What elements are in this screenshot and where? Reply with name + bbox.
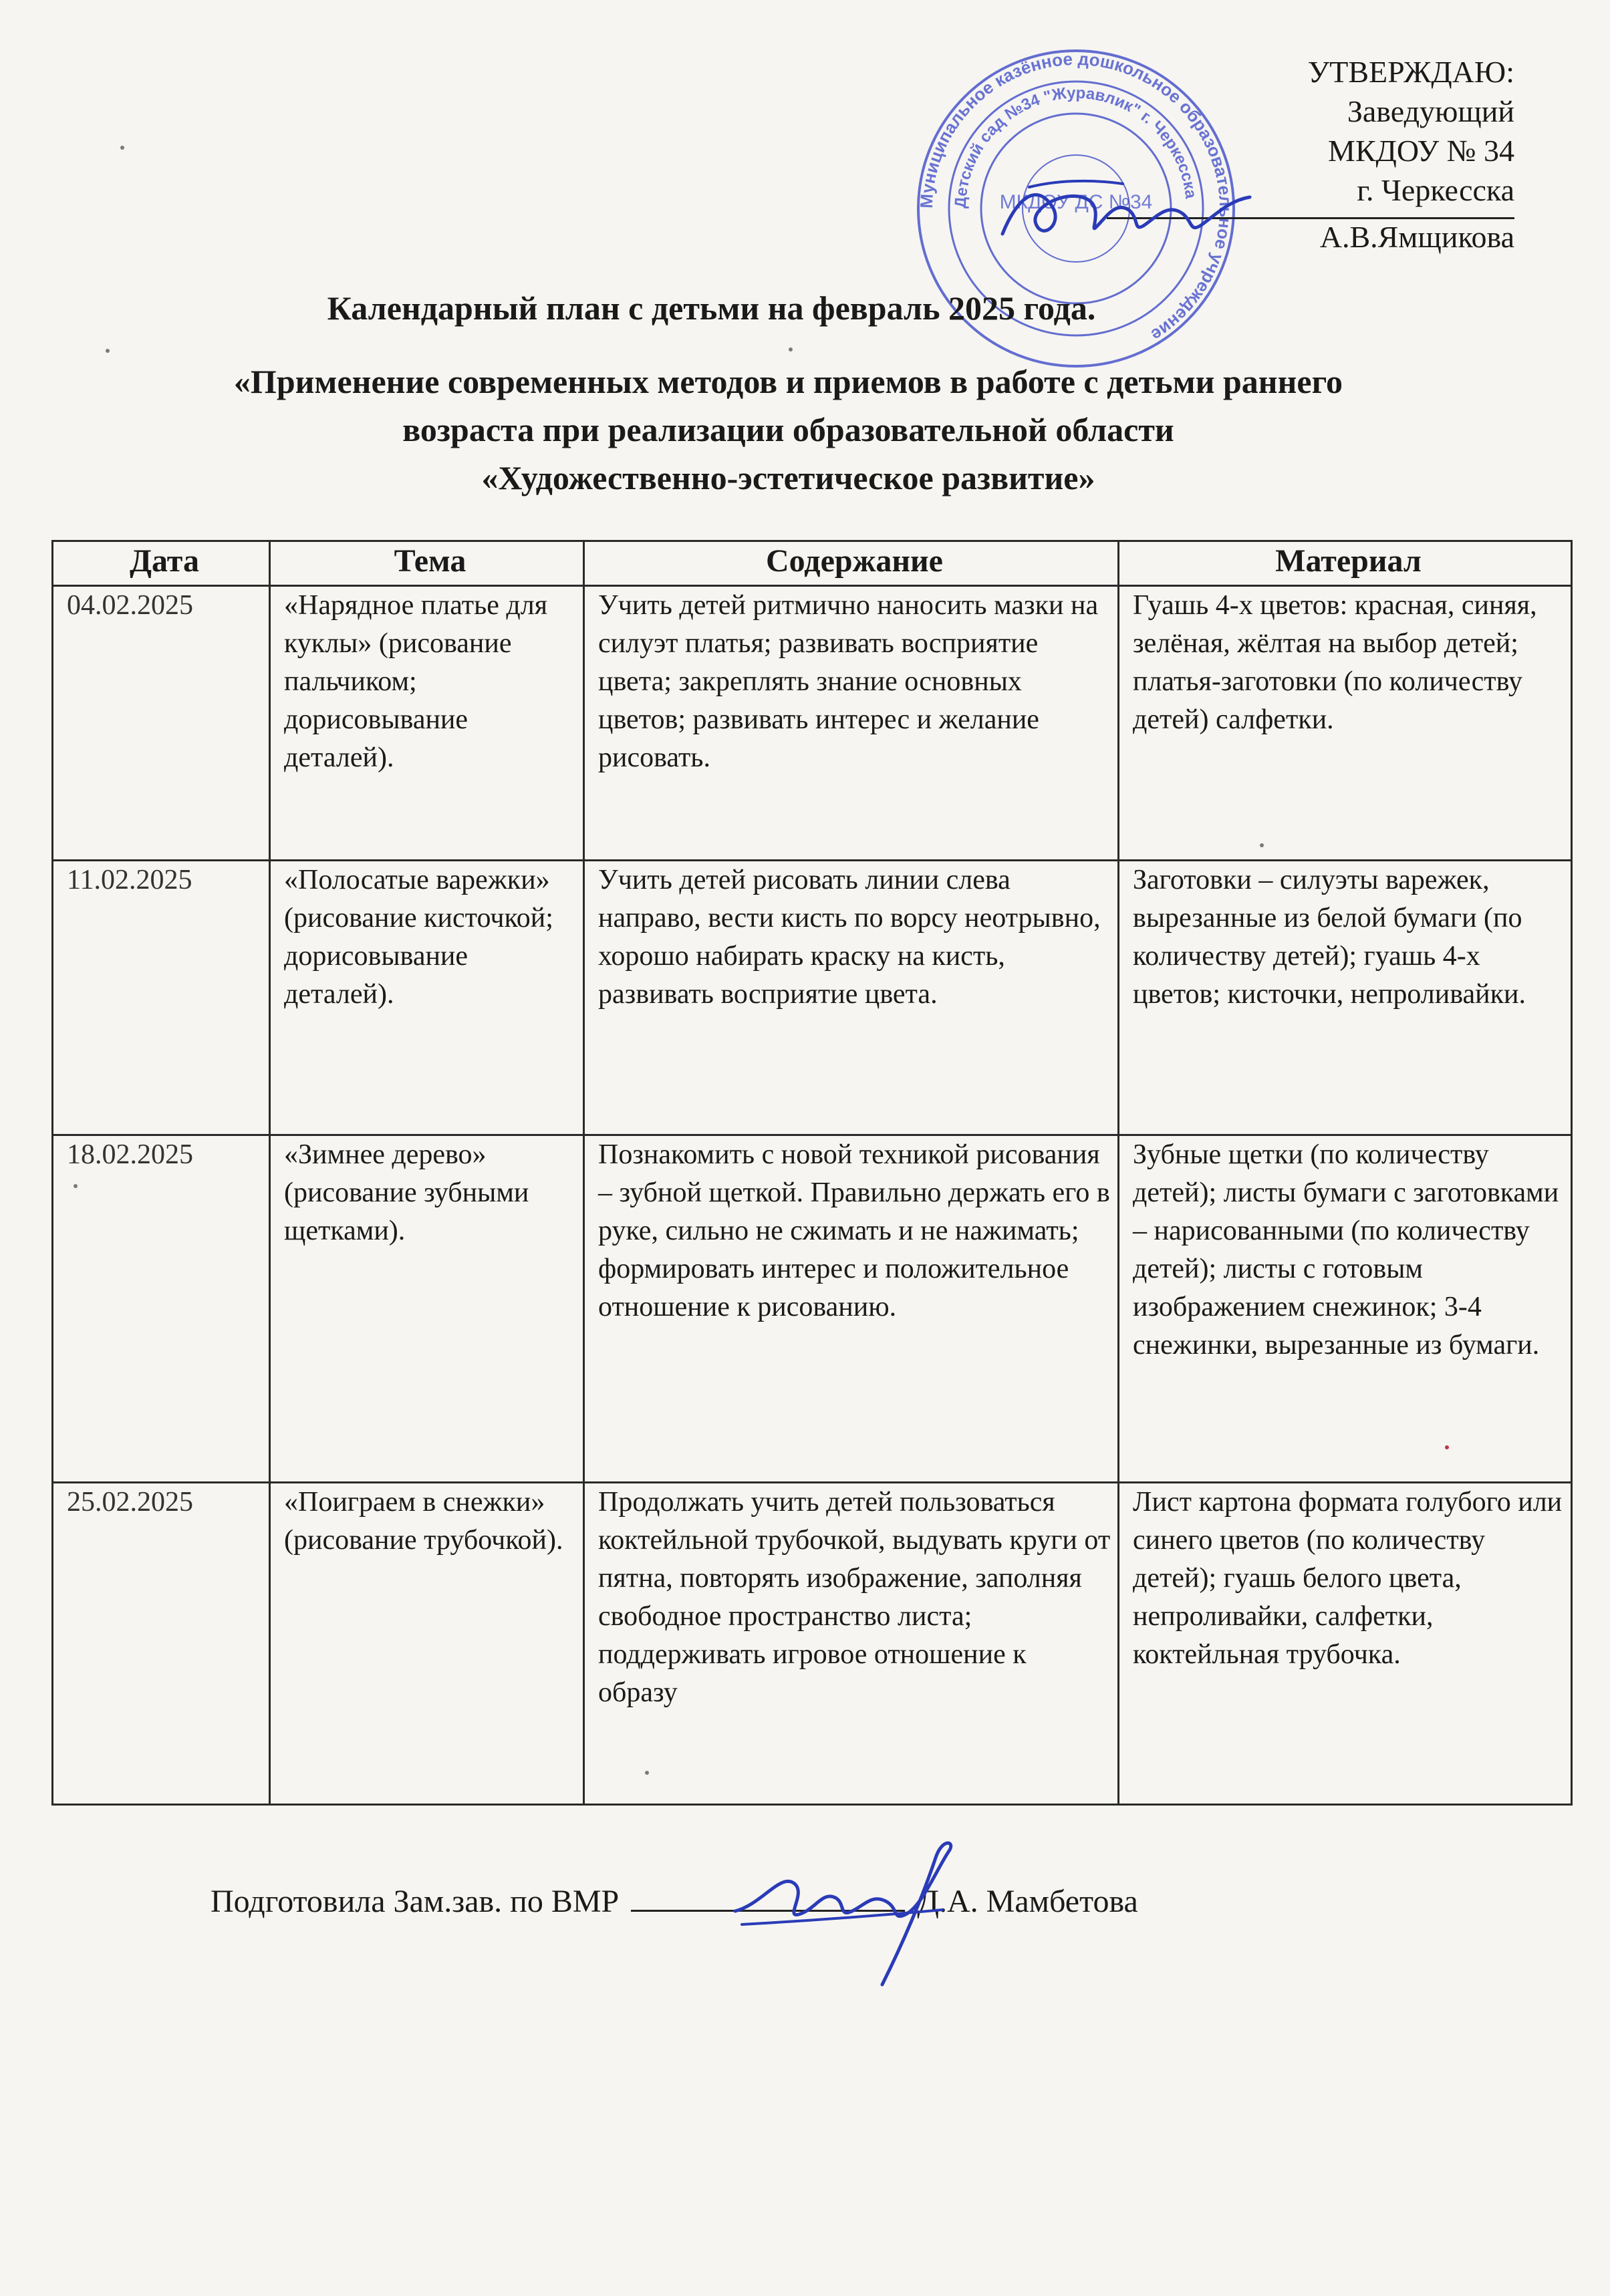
approval-heading: УТВЕРЖДАЮ:	[1307, 55, 1514, 89]
scan-speck	[120, 146, 124, 150]
stamp-center-text: МКДОУ ДС №34	[999, 191, 1153, 213]
stamp-middle-text: Детский сад №34 "Журавлик" г. Черкесска	[951, 84, 1200, 209]
scan-speck	[74, 1184, 78, 1188]
approval-signer-name: А.В.Ямщикова	[1319, 220, 1514, 254]
cell-material: Зубные щетки (по количеству детей); листы бумаги с заготовками – нарисованными (по количеству детей); листы с готовым изображением снежинок; 3-4 снежинки, вырезанные из бумаги.	[1119, 1135, 1572, 1483]
approval-position: Заведующий	[1347, 94, 1514, 128]
director-signature	[989, 160, 1270, 261]
cell-content: Познакомить с новой техникой рисования – зубной щеткой. Правильно держать его в руке, сильно не сжимать и не нажимать; формировать интерес и положительное отношение к рисованию.	[584, 1135, 1119, 1483]
header-content: Содержание	[584, 541, 1119, 586]
approval-institution: МКДОУ № 34	[1327, 134, 1514, 168]
header-theme: Тема	[270, 541, 584, 586]
scan-speck	[645, 1771, 649, 1775]
cell-material: Лист картона формата голубого или синего цветов (по количеству детей); гуашь белого цвета, непроливайки, салфетки, коктейльная трубочка.	[1119, 1483, 1572, 1805]
cell-material: Гуашь 4-х цветов: красная, синяя, зелёная, жёлтая на выбор детей; платья-заготовки (по количеству детей) салфетки.	[1119, 586, 1572, 861]
document-title: Календарный план с детьми на февраль 2025 года.	[327, 289, 1096, 327]
cell-theme: «Зимнее дерево» (рисование зубными щетками).	[270, 1135, 584, 1483]
cell-material: Заготовки – силуэты варежек, вырезанные из белой бумаги (по количеству детей); гуашь 4-х цветов; кисточки, непроливайки.	[1119, 861, 1572, 1135]
stamp-outer-text: Муниципальное казённое дошкольное образовательное учреждение	[916, 48, 1236, 345]
table-row	[53, 861, 1572, 1135]
prepared-by-name: Д.А. Мамбетова	[917, 1884, 1138, 1919]
scan-speck	[1260, 843, 1264, 847]
prepared-by-label: Подготовила Зам.зав. по ВМР	[211, 1884, 620, 1919]
table-row	[53, 586, 1572, 861]
cell-theme: «Поиграем в снежки» (рисование трубочкой).	[270, 1483, 584, 1805]
cell-theme: «Полосатые варежки» (рисование кисточкой; дорисовывание деталей).	[270, 861, 584, 1135]
cell-theme: «Нарядное платье для куклы» (рисование пальчиком; дорисовывание деталей).	[270, 586, 584, 861]
header-date: Дата	[53, 541, 270, 586]
cell-date: 25.02.2025	[53, 1483, 270, 1805]
scan-speck	[1445, 1445, 1449, 1449]
scan-speck	[789, 347, 793, 351]
plan-table	[51, 540, 1573, 1806]
cell-content: Учить детей рисовать линии слева направо, вести кисть по ворсу неотрывно, хорошо набирать краску на кисть, развивать восприятие цвета.	[584, 861, 1119, 1135]
table-row	[53, 1483, 1572, 1805]
cell-date: 11.02.2025	[53, 861, 270, 1135]
approval-city: г. Черкесска	[1357, 173, 1514, 207]
header-material: Материал	[1119, 541, 1572, 586]
cell-content: Продолжать учить детей пользоваться коктейльной трубочкой, выдувать круги от пятна, повторять изображение, заполняя свободное пространство листа; поддерживать игровое отношение к образу	[584, 1483, 1119, 1805]
table-header-row	[53, 541, 1572, 586]
cell-date: 04.02.2025	[53, 586, 270, 861]
table-row	[53, 1135, 1572, 1483]
cell-date: 18.02.2025	[53, 1135, 270, 1483]
scan-speck	[106, 349, 110, 353]
approval-block	[1308, 52, 1514, 210]
subtitle-line-2: возраста при реализации образовательной области	[402, 411, 1174, 448]
subtitle-line-3: «Художественно-эстетическое развитие»	[481, 459, 1095, 496]
cell-content: Учить детей ритмично наносить мазки на силуэт платья; развивать восприятие цвета; закреплять знание основных цветов; развивать интерес и желание рисовать.	[584, 586, 1119, 861]
subtitle-line-1: «Применение современных методов и приемов в работе с детьми раннего	[233, 363, 1343, 400]
deputy-signature	[722, 1831, 1002, 1998]
